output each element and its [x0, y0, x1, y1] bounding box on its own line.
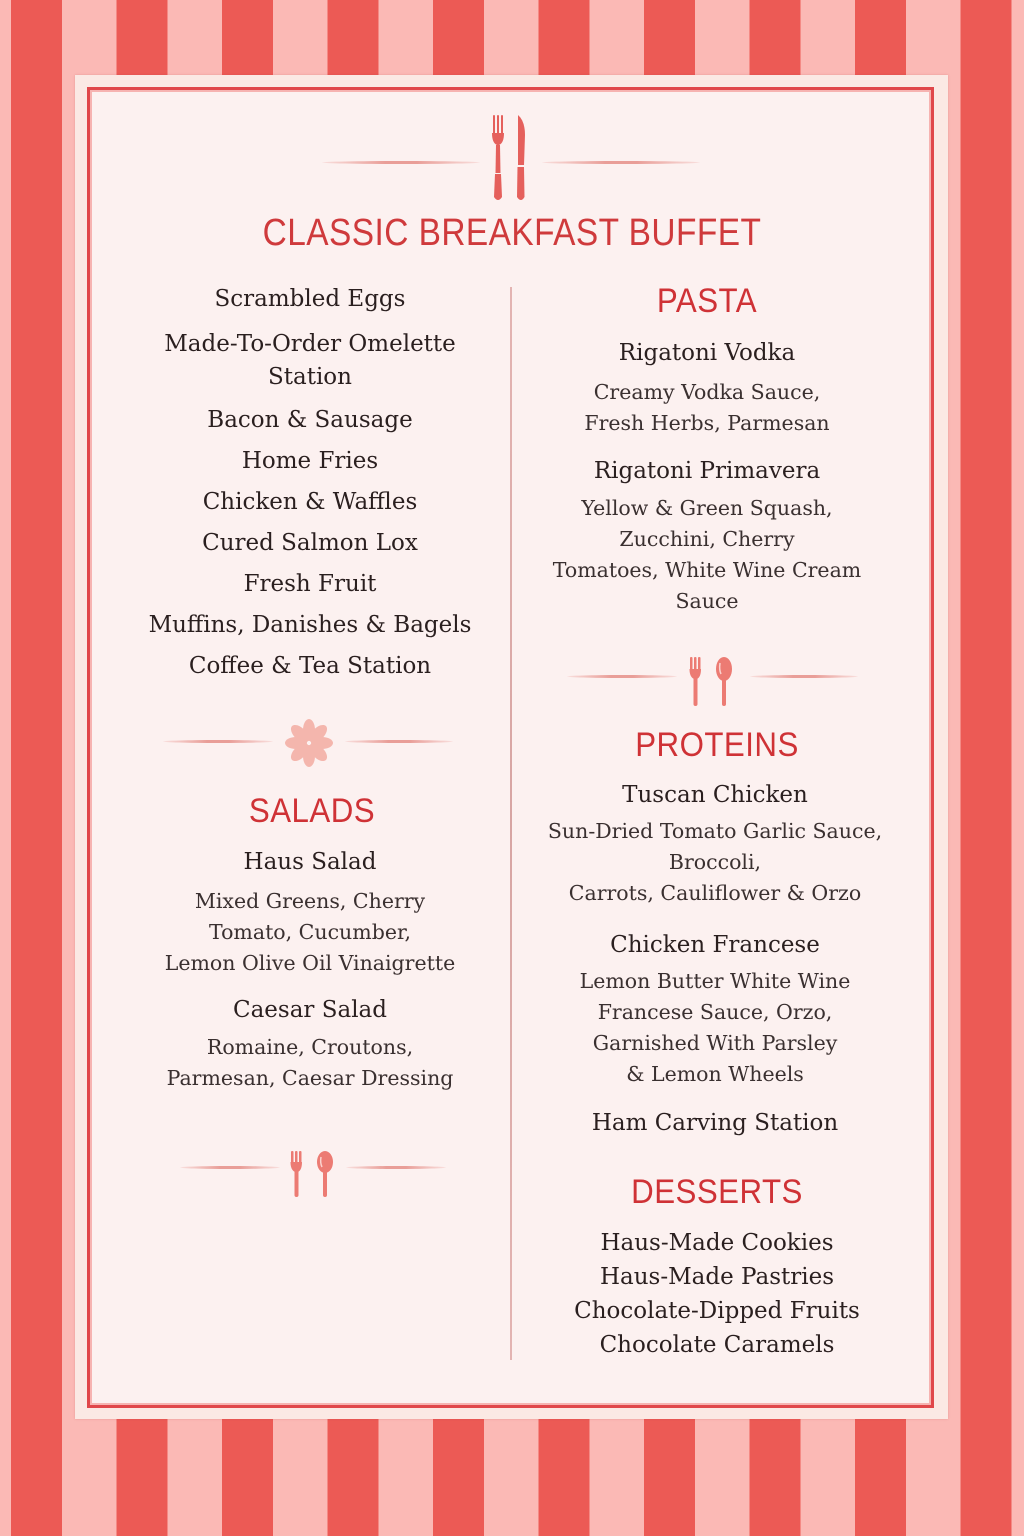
- dish-name: Ham Carving Station: [591, 1110, 839, 1136]
- section-heading-desserts: DESSERTS: [631, 1173, 803, 1211]
- divider-line: [322, 161, 480, 164]
- dish-desc: & Lemon Wheels: [626, 1062, 804, 1086]
- list-item: Station: [268, 364, 352, 390]
- dish-desc: Carrots, Cauliflower & Orzo: [568, 881, 862, 905]
- fork-knife-icon: [487, 113, 537, 203]
- dish-desc: Francese Sauce, Orzo,: [597, 1000, 833, 1024]
- dish-desc: Lemon Butter White Wine: [579, 969, 851, 993]
- dish-desc: Parmesan, Caesar Dressing: [166, 1066, 454, 1090]
- list-item: Chicken & Waffles: [202, 489, 418, 515]
- dish-desc: Garnished With Parsley: [592, 1031, 838, 1055]
- dish-desc: Lemon Olive Oil Vinaigrette: [164, 951, 456, 975]
- dish-desc: Broccoli,: [668, 850, 762, 874]
- list-item: Haus-Made Pastries: [599, 1264, 835, 1290]
- list-item: Bacon & Sausage: [207, 407, 413, 433]
- dish-desc: Sun-Dried Tomato Garlic Sauce,: [547, 819, 883, 843]
- fork-spoon-icon: [687, 656, 737, 708]
- salads-section: [130, 846, 490, 1094]
- dish-desc: Tomato, Cucumber,: [208, 920, 412, 944]
- list-item: Chocolate-Dipped Fruits: [574, 1298, 860, 1324]
- list-item: Scrambled Eggs: [214, 286, 406, 312]
- section-heading-salads: SALADS: [248, 792, 376, 830]
- proteins-section: [530, 779, 900, 1139]
- dish-name: Rigatoni Vodka: [618, 340, 796, 366]
- dish-desc: Zucchini, Cherry: [619, 527, 795, 551]
- dish-desc: Sauce: [675, 589, 739, 613]
- list-item: Muffins, Danishes & Bagels: [148, 612, 472, 638]
- column-divider: [510, 287, 512, 1360]
- divider-line: [345, 740, 453, 743]
- dish-name: Caesar Salad: [232, 997, 387, 1023]
- section-heading-proteins: PROTEINS: [635, 726, 799, 764]
- divider-line: [163, 740, 273, 743]
- list-item: Coffee & Tea Station: [188, 653, 432, 679]
- dish-desc: Yellow & Green Squash,: [581, 496, 833, 520]
- dish-desc: Tomatoes, White Wine Cream: [552, 558, 862, 582]
- divider-line: [180, 1166, 280, 1169]
- list-item: Haus-Made Cookies: [600, 1230, 834, 1256]
- dish-desc: Fresh Herbs, Parmesan: [584, 411, 830, 435]
- divider-line: [542, 161, 700, 164]
- divider-line: [750, 675, 858, 678]
- pasta-section: [522, 337, 892, 617]
- flower-icon: [282, 716, 336, 770]
- dish-name: Tuscan Chicken: [622, 782, 808, 808]
- dish-name: Chicken Francese: [610, 932, 820, 958]
- breakfast-list: [130, 283, 490, 691]
- list-item: Cured Salmon Lox: [202, 530, 418, 556]
- list-item: Fresh Fruit: [243, 571, 377, 597]
- desserts-section: [532, 1227, 902, 1363]
- dish-name: Rigatoni Primavera: [593, 458, 821, 484]
- section-heading-pasta: PASTA: [656, 282, 758, 320]
- list-item: Home Fries: [241, 448, 379, 474]
- list-item: Chocolate Caramels: [599, 1332, 835, 1358]
- menu-title: CLASSIC BREAKFAST BUFFET: [262, 212, 762, 254]
- divider-line: [567, 675, 677, 678]
- dish-desc: Mixed Greens, Cherry: [194, 889, 426, 913]
- list-item: Made-To-Order Omelette: [164, 331, 456, 357]
- dish-desc: Romaine, Croutons,: [206, 1035, 414, 1059]
- divider-line: [346, 1166, 446, 1169]
- dish-desc: Creamy Vodka Sauce,: [593, 380, 821, 404]
- dish-name: Haus Salad: [243, 849, 377, 875]
- fork-spoon-icon: [288, 1150, 338, 1200]
